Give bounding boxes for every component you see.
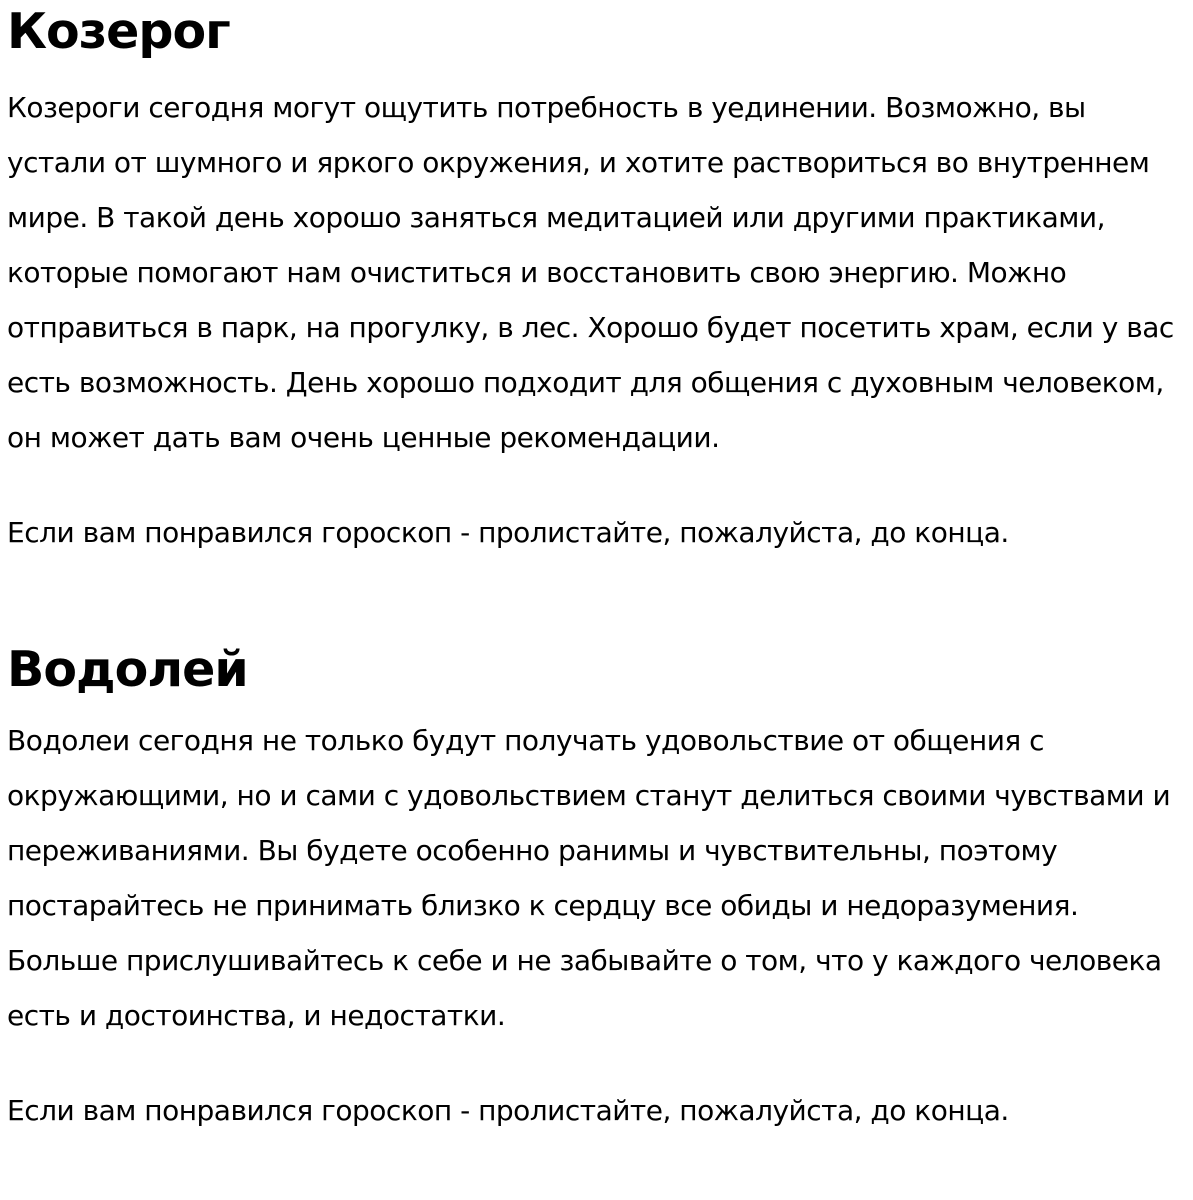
- horoscope-section-capricorn: [7, 2, 1187, 560]
- section-title: Козерог: [7, 3, 230, 60]
- section-body-text: Козероги сегодня могут ощутить потребность в уединении. Возможно, вы устали от шумного и яркого окружения, и хотите раствориться во внутреннем мире. В такой день хорошо заняться медитацией или другими практиками, которые помогают нам очиститься и восстановить свою энергию. Можно отправиться в парк, на прогулку, в лес. Хорошо будет посетить храм, если у вас есть возможность. День хорошо подходит для общения с духовным человеком, он может дать вам очень ценные рекомендации.: [7, 91, 1174, 454]
- scroll-request-text: Если вам понравился гороскоп - пролистайте, пожалуйста, до конца.: [7, 1094, 1009, 1127]
- section-body-text: Водолеи сегодня не только будут получать удовольствие от общения с окружающими, но и сами с удовольствием станут делиться своими чувствами и переживаниями. Вы будете особенно ранимы и чувствительны, поэтому постарайтесь не принимать близко к сердцу все обиды и недоразумения. Больше прислушивайтесь к себе и не забывайте о том, что у каждого человека есть и достоинства, и недостатки.: [7, 724, 1171, 1032]
- horoscope-section-aquarius: [7, 640, 1187, 1138]
- section-title: Водолей: [7, 641, 248, 698]
- horoscope-page: [7, 0, 1187, 1138]
- scroll-request-text: Если вам понравился гороскоп - пролистайте, пожалуйста, до конца.: [7, 516, 1009, 549]
